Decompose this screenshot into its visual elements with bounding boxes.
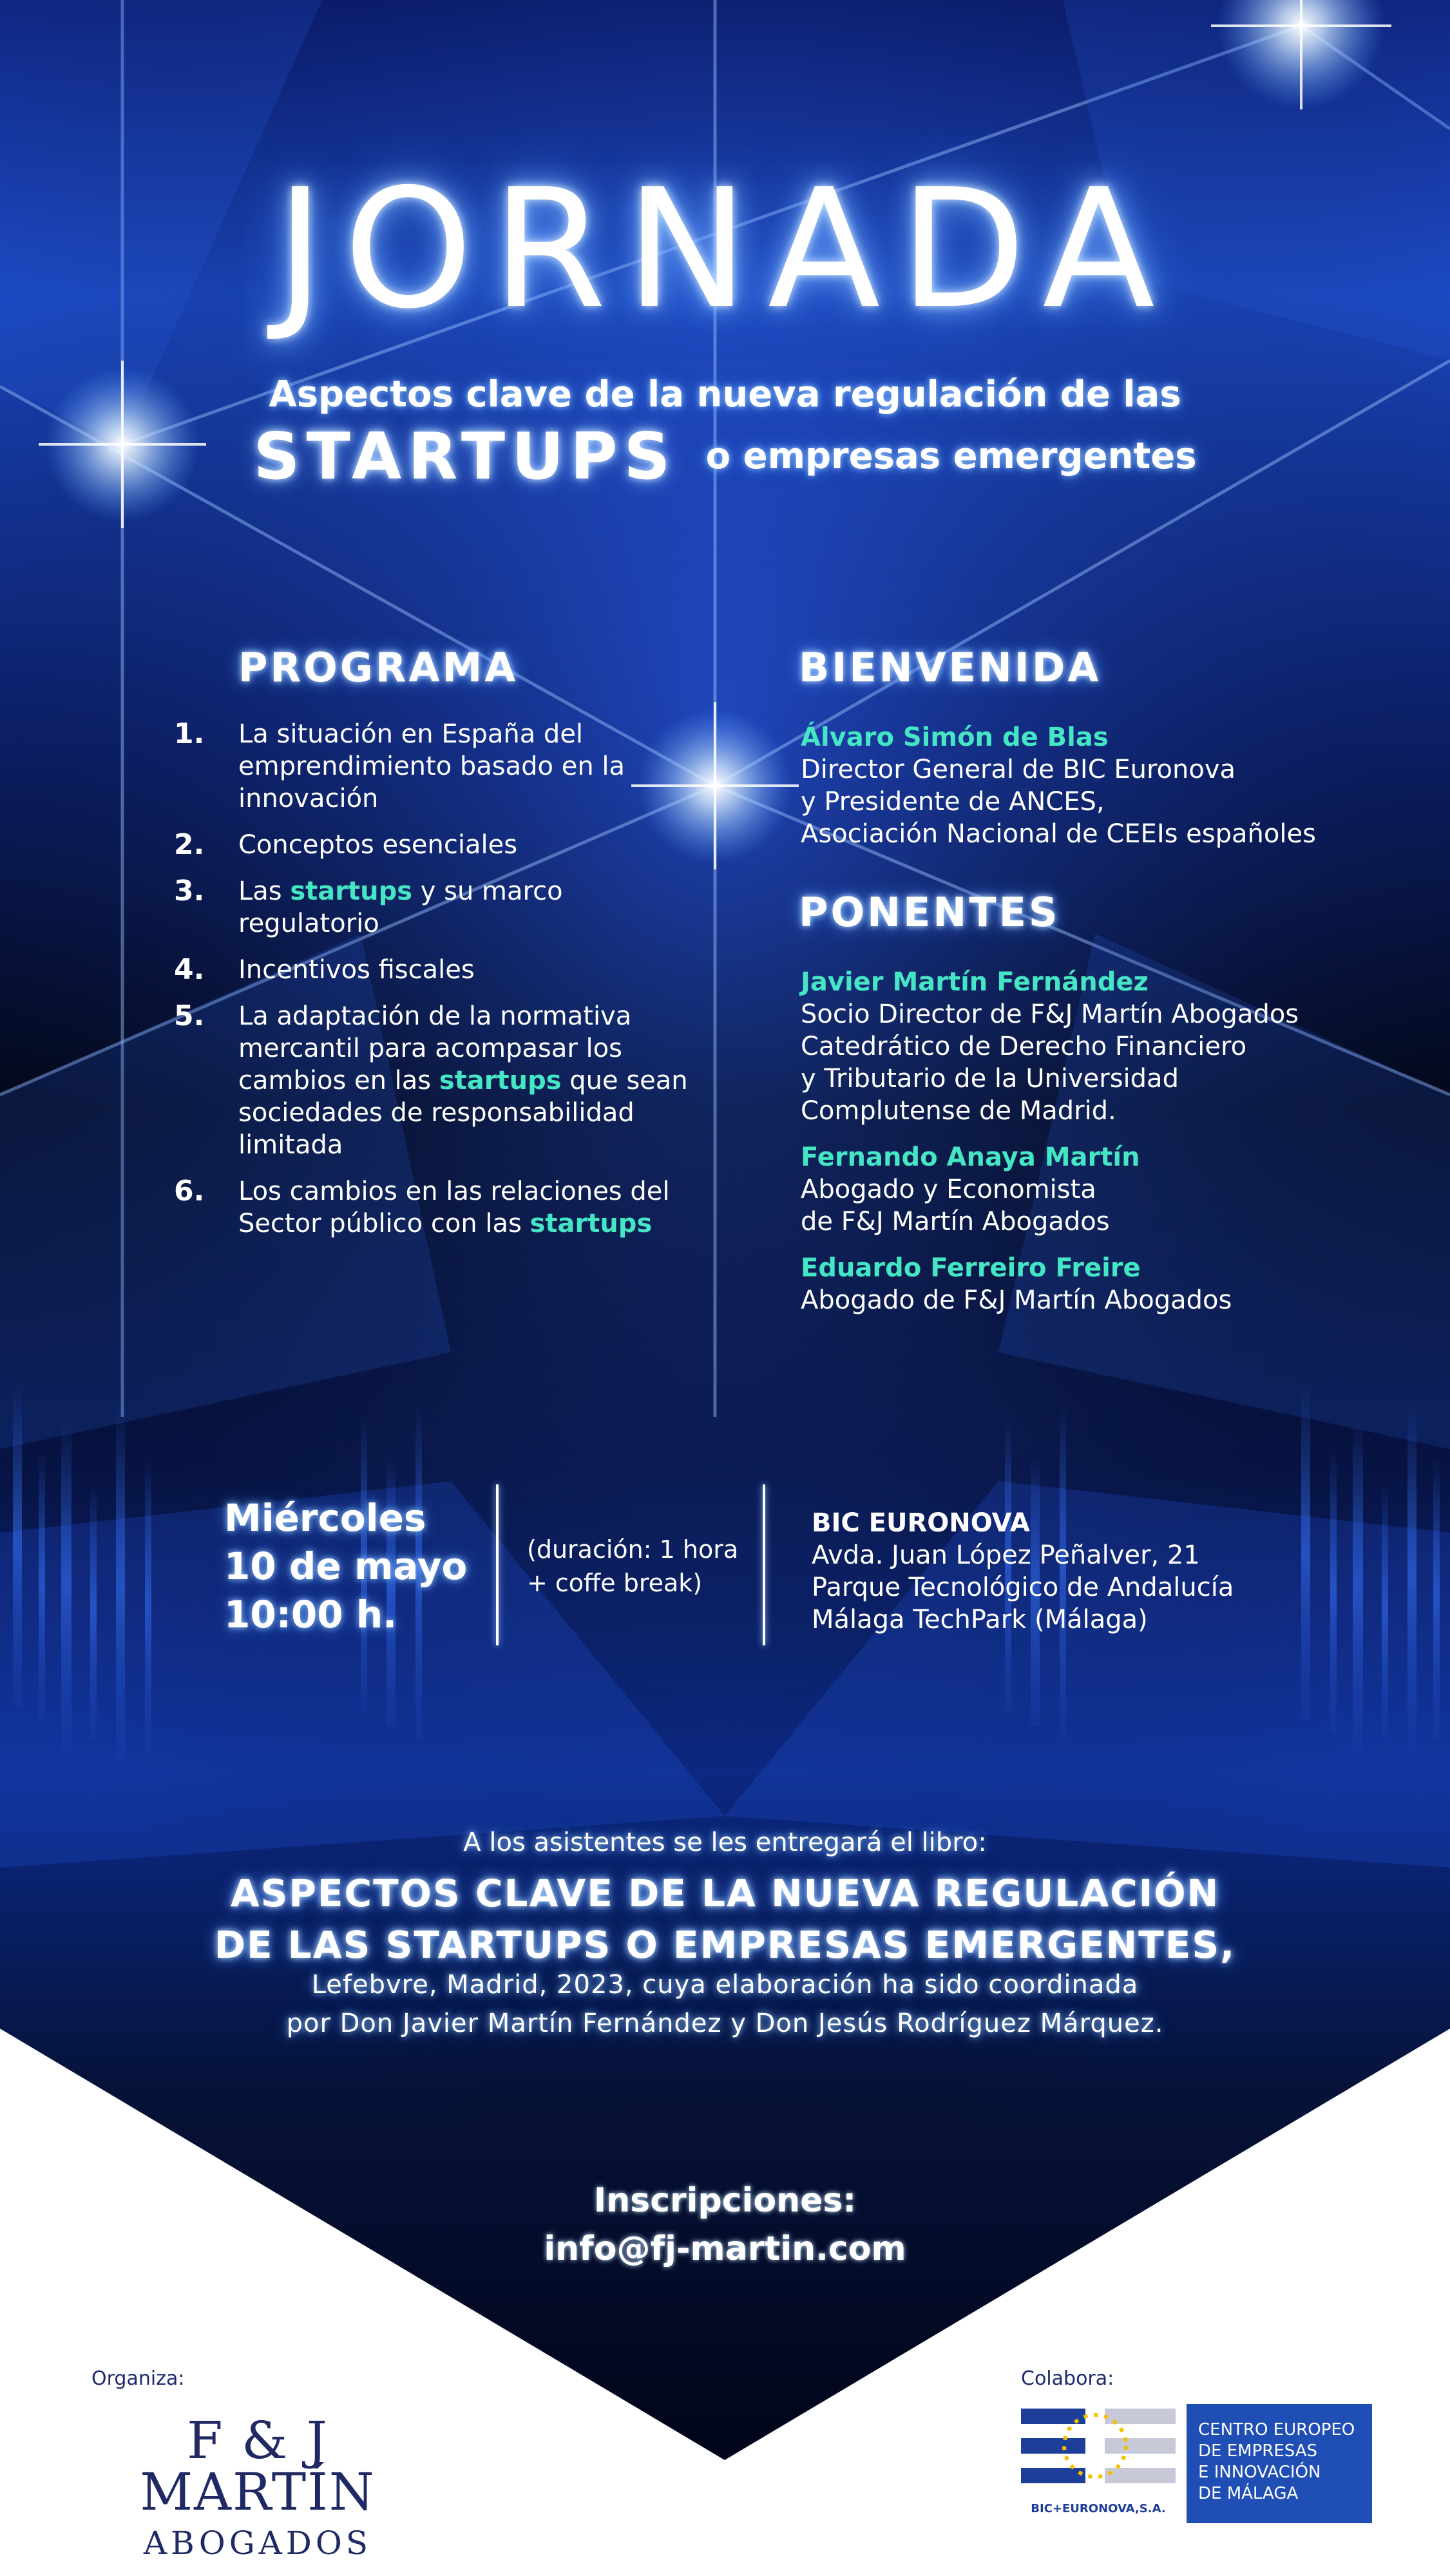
organizer-name: F & J MARTÍN: [140, 2410, 376, 2522]
program-item-number: 6.: [174, 1175, 205, 1208]
speaker-line: Catedrático de Derecho Financiero: [801, 1032, 1247, 1061]
welcome-speaker-line: y Presidente de ANCES,: [801, 787, 1105, 817]
speaker-name: Fernando Anaya Martín: [801, 1142, 1140, 1172]
program-item: [174, 1175, 689, 1240]
colabora-label: Colabora:: [1021, 2367, 1114, 2390]
book-details-line: Lefebvre, Madrid, 2023, cuya elaboración ha sido coordinada: [311, 1970, 1139, 2000]
welcome-speaker-line: Asociación Nacional de CEEIs españoles: [801, 819, 1316, 849]
program-item-highlight: startups: [529, 1209, 653, 1238]
event-day: Miércoles: [224, 1496, 426, 1540]
ceei-line: CENTRO EUROPEO: [1198, 2420, 1355, 2439]
speaker-name: Javier Martín Fernández: [801, 967, 1149, 997]
startups-highlight: STARTUPS: [253, 419, 677, 494]
divider: [763, 1484, 765, 1645]
welcome-speaker-name: Álvaro Simón de Blas: [801, 723, 1109, 752]
subtitle-row: [0, 419, 1450, 494]
book-title: [0, 1868, 1450, 1971]
event-time: 10:00 h.: [224, 1593, 397, 1636]
event-title: JORNADA: [276, 154, 1174, 345]
ceei-line: E INNOVACIÓN: [1198, 2463, 1321, 2482]
event-duration: [527, 1533, 738, 1600]
registration-email[interactable]: info@fj-martin.com: [544, 2230, 906, 2268]
bienvenida-heading: BIENVENIDA: [799, 644, 1102, 691]
program-item-text: Incentivos fiscales: [238, 955, 475, 985]
speaker-line: y Tributario de la Universidad: [801, 1064, 1179, 1094]
welcome-speaker: [801, 721, 1380, 850]
programa-heading: PROGRAMA: [238, 644, 519, 691]
book-title-line: ASPECTOS CLAVE DE LA NUEVA REGULACIÓN: [230, 1871, 1220, 1915]
book-details: [0, 1965, 1450, 2043]
book-title-line: DE LAS STARTUPS O EMPRESAS EMERGENTES,: [214, 1923, 1236, 1967]
program-item-text: Las: [238, 876, 291, 906]
program-item-number: 3.: [174, 875, 205, 907]
fj-martin-logo: [90, 2410, 425, 2562]
event-date-text: 10 de mayo: [224, 1544, 468, 1588]
venue-name: BIC EURONOVA: [812, 1508, 1030, 1538]
venue-line: Málaga TechPark (Málaga): [812, 1605, 1148, 1634]
program-item: [174, 829, 689, 861]
venue-line: Avda. Juan López Peñalver, 21: [812, 1540, 1200, 1570]
program-item-text: y su marco regulatorio: [238, 876, 563, 938]
program-item-text: Los cambios en las relaciones del Sector público con las: [238, 1177, 670, 1238]
event-date: [224, 1494, 467, 1639]
divider: [496, 1484, 499, 1645]
welcome-speaker-line: Director General de BIC Euronova: [801, 755, 1236, 784]
book-details-line: por Don Javier Martín Fernández y Don Jesús Rodríguez Márquez.: [286, 2009, 1164, 2038]
venue-line: Parque Tecnológico de Andalucía: [812, 1573, 1234, 1602]
bic-emblem-icon: [1021, 2396, 1176, 2499]
subtitle-line-1: Aspectos clave de la nueva regulación de las: [269, 374, 1181, 415]
program-item-text: La adaptación de la normativa mercantil para acompasar los cambios en las: [238, 1001, 632, 1095]
ceei-line: DE MÁLAGA: [1198, 2484, 1299, 2503]
ceei-malaga-logo: [1187, 2404, 1372, 2523]
program-item-text: La situación en España del emprendimiento basado en la innovación: [238, 719, 625, 813]
bic-euronova-logo: [1021, 2396, 1176, 2524]
program-item-number: 1.: [174, 717, 205, 750]
organizer-subtitle: ABOGADOS: [143, 2524, 372, 2562]
program-item-text: que sean sociedades de responsabilidad limitada: [238, 1066, 688, 1160]
speaker: [801, 966, 1413, 1127]
speaker-line: de F&J Martín Abogados: [801, 1207, 1110, 1236]
subtitle-line-2: o empresas emergentes: [705, 435, 1197, 477]
program-item: [174, 718, 689, 815]
duration-line: (duración: 1 hora: [527, 1535, 739, 1564]
program-item: [174, 1000, 689, 1161]
program-item-number: 5.: [174, 999, 205, 1032]
program-item: [174, 954, 689, 986]
event-venue: [812, 1507, 1234, 1636]
organiza-label: Organiza:: [91, 2367, 185, 2390]
speaker-line: Abogado de F&J Martín Abogados: [801, 1285, 1232, 1315]
speaker-line: Complutense de Madrid.: [801, 1096, 1116, 1126]
registration-label: Inscripciones:: [593, 2181, 857, 2220]
speaker: [801, 1252, 1413, 1316]
duration-line: + coffe break): [527, 1569, 703, 1597]
speakers-list: [801, 966, 1413, 1331]
bic-caption: BIC+EURONOVA,S.A.: [1031, 2502, 1166, 2515]
registration: [0, 2177, 1450, 2273]
program-item-highlight: startups: [439, 1066, 562, 1095]
speaker-name: Eduardo Ferreiro Freire: [801, 1253, 1141, 1283]
program-item-text: Conceptos esenciales: [238, 830, 518, 860]
program-list: [174, 718, 689, 1254]
program-item-highlight: startups: [290, 876, 413, 906]
program-item: [174, 875, 689, 940]
program-item-number: 4.: [174, 953, 205, 986]
ponentes-heading: PONENTES: [799, 889, 1060, 936]
book-intro: A los asistentes se les entregará el libro:: [463, 1828, 987, 1857]
program-item-number: 2.: [174, 828, 205, 861]
speaker: [801, 1141, 1413, 1238]
speaker-line: Socio Director de F&J Martín Abogados: [801, 999, 1299, 1029]
speaker-line: Abogado y Economista: [801, 1175, 1096, 1204]
ceei-line: DE EMPRESAS: [1198, 2441, 1318, 2461]
